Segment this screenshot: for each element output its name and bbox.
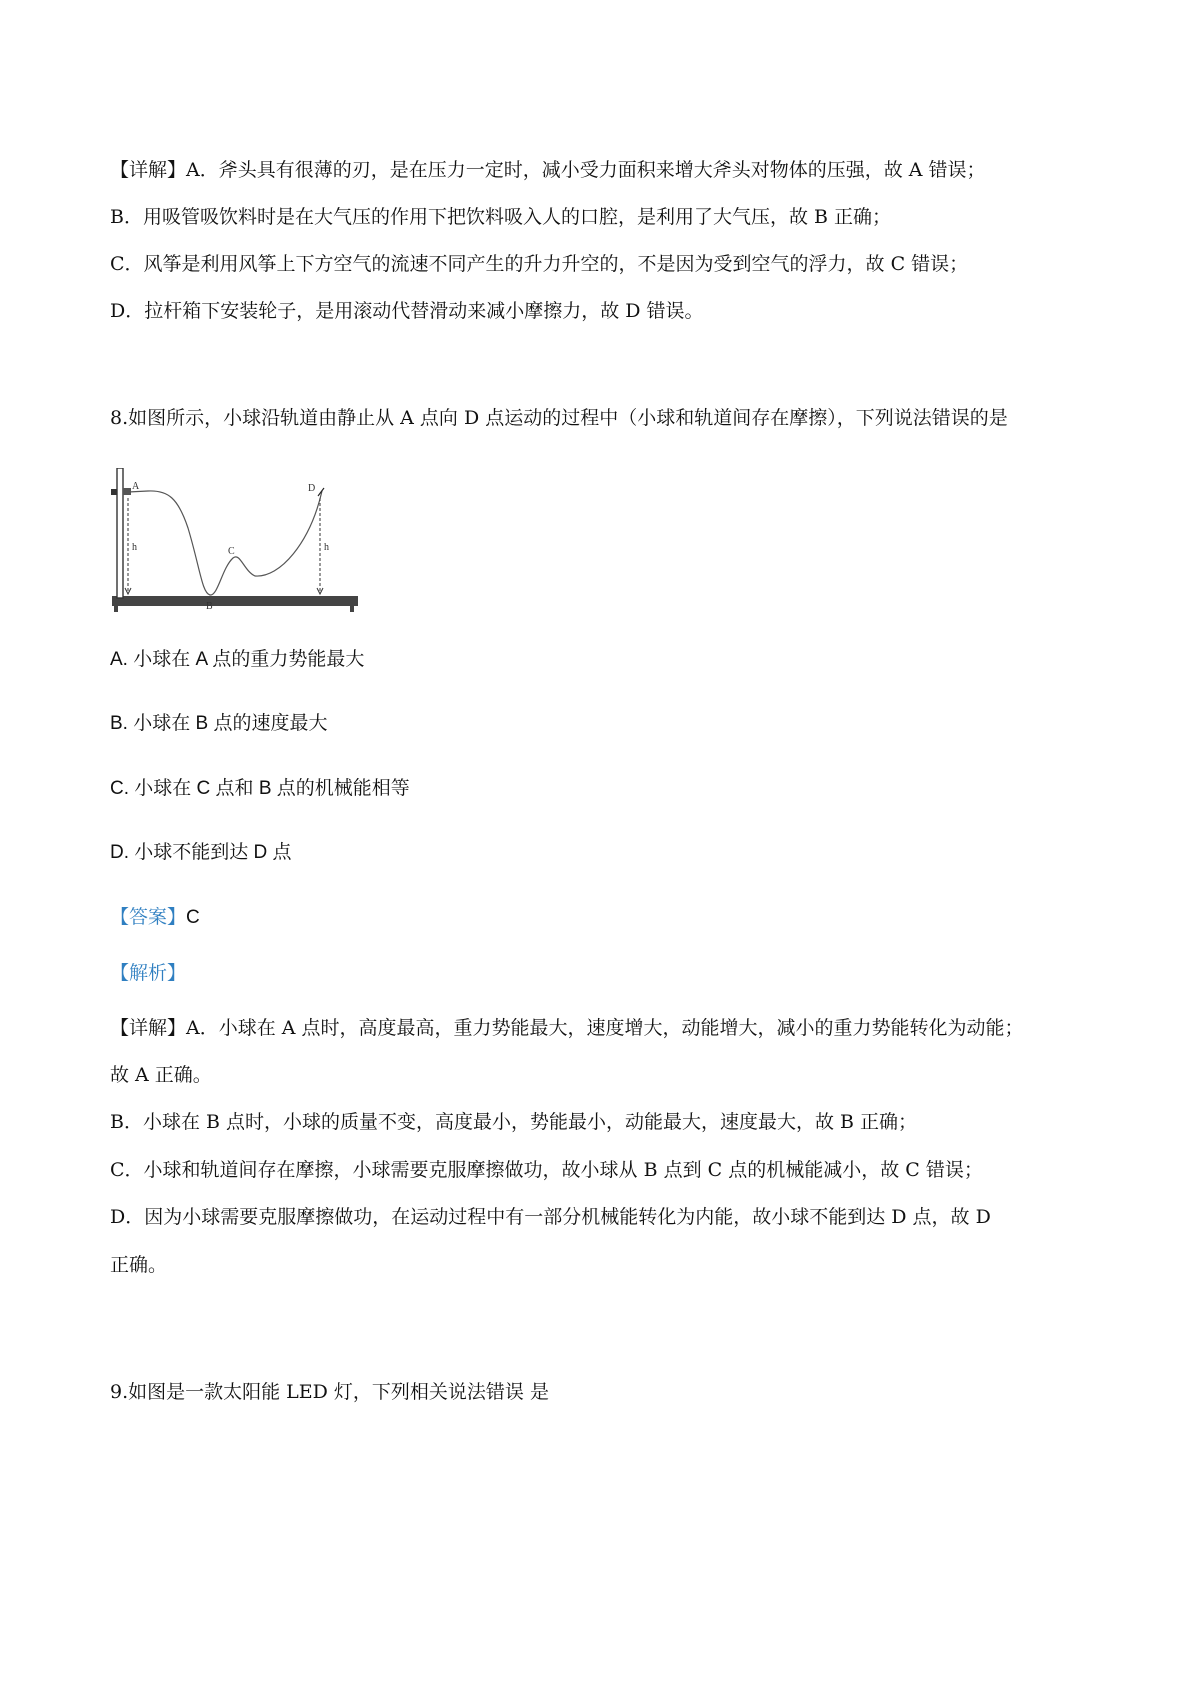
figure-label-h-right: h bbox=[324, 542, 329, 553]
option-b: B. 小球在 B 点的速度最大 bbox=[110, 713, 328, 734]
prev-explanation-line-3: C．风筝是利用风筝上下方空气的流速不同产生的升力升空的，不是因为受到空气的浮力，故 C 错误； bbox=[110, 253, 969, 275]
explanation-line-1: 【详解】A．小球在 A 点时，高度最高，重力势能最大，速度增大，动能增大，减小的重力势能转化为动能； bbox=[110, 1017, 1024, 1039]
figure-label-b: B bbox=[206, 601, 213, 612]
prev-explanation-line-2: B．用吸管吸饮料时是在大气压的作用下把饮料吸入人的口腔，是利用了大气压，故 B 正确； bbox=[110, 206, 892, 228]
track-curve bbox=[128, 491, 322, 595]
option-a: A. 小球在 A 点的重力势能最大 bbox=[110, 649, 365, 670]
base-board bbox=[112, 596, 358, 606]
stand-pole bbox=[117, 468, 123, 598]
question-8-stem: 8.如图所示，小球沿轨道由静止从 A 点向 D 点运动的过程中（小球和轨道间存在摩擦），下列说法错误的是 bbox=[110, 407, 1008, 429]
option-d: D. 小球不能到达 D 点 bbox=[110, 842, 292, 863]
figure-label-h-left: h bbox=[132, 542, 137, 553]
base-foot-right bbox=[350, 606, 354, 612]
analysis-tag: 【解析】 bbox=[110, 962, 187, 984]
answer-value: C bbox=[186, 907, 200, 928]
answer-row bbox=[110, 905, 200, 930]
explanation-line-5: D．因为小球需要克服摩擦做功，在运动过程中有一部分机械能转化为内能，故小球不能到达 D 点，故 D bbox=[110, 1206, 991, 1228]
explanation-line-6: 正确。 bbox=[110, 1254, 168, 1276]
answer-tag: 【答案】 bbox=[110, 906, 187, 928]
figure-label-d: D bbox=[308, 483, 316, 494]
track-diagram bbox=[110, 468, 390, 616]
prev-explanation-line-1: 【详解】A．斧头具有很薄的刃，是在压力一定时，减小受力面积来增大斧头对物体的压强，故 A 错误； bbox=[110, 159, 986, 181]
base-foot-left bbox=[114, 606, 118, 612]
prev-explanation-line-4: D．拉杆箱下安装轮子，是用滚动代替滑动来减小摩擦力，故 D 错误。 bbox=[110, 300, 704, 322]
explanation-line-2: 故 A 正确。 bbox=[110, 1064, 212, 1086]
question-9-stem: 9.如图是一款太阳能 LED 灯，下列相关说法错误 是 bbox=[110, 1381, 549, 1403]
clamp-knob bbox=[111, 489, 117, 495]
figure-label-c: C bbox=[228, 546, 235, 557]
figure-label-a: A bbox=[132, 481, 140, 492]
option-c: C. 小球在 C 点和 B 点的机械能相等 bbox=[110, 778, 410, 799]
track-diagram-svg bbox=[110, 468, 390, 616]
explanation-line-3: B．小球在 B 点时，小球的质量不变，高度最小，势能最小，动能最大，速度最大，故 B 正确； bbox=[110, 1111, 918, 1133]
explanation-line-4: C．小球和轨道间存在摩擦，小球需要克服摩擦做功，故小球从 B 点到 C 点的机械能减小，故 C 错误； bbox=[110, 1159, 983, 1181]
